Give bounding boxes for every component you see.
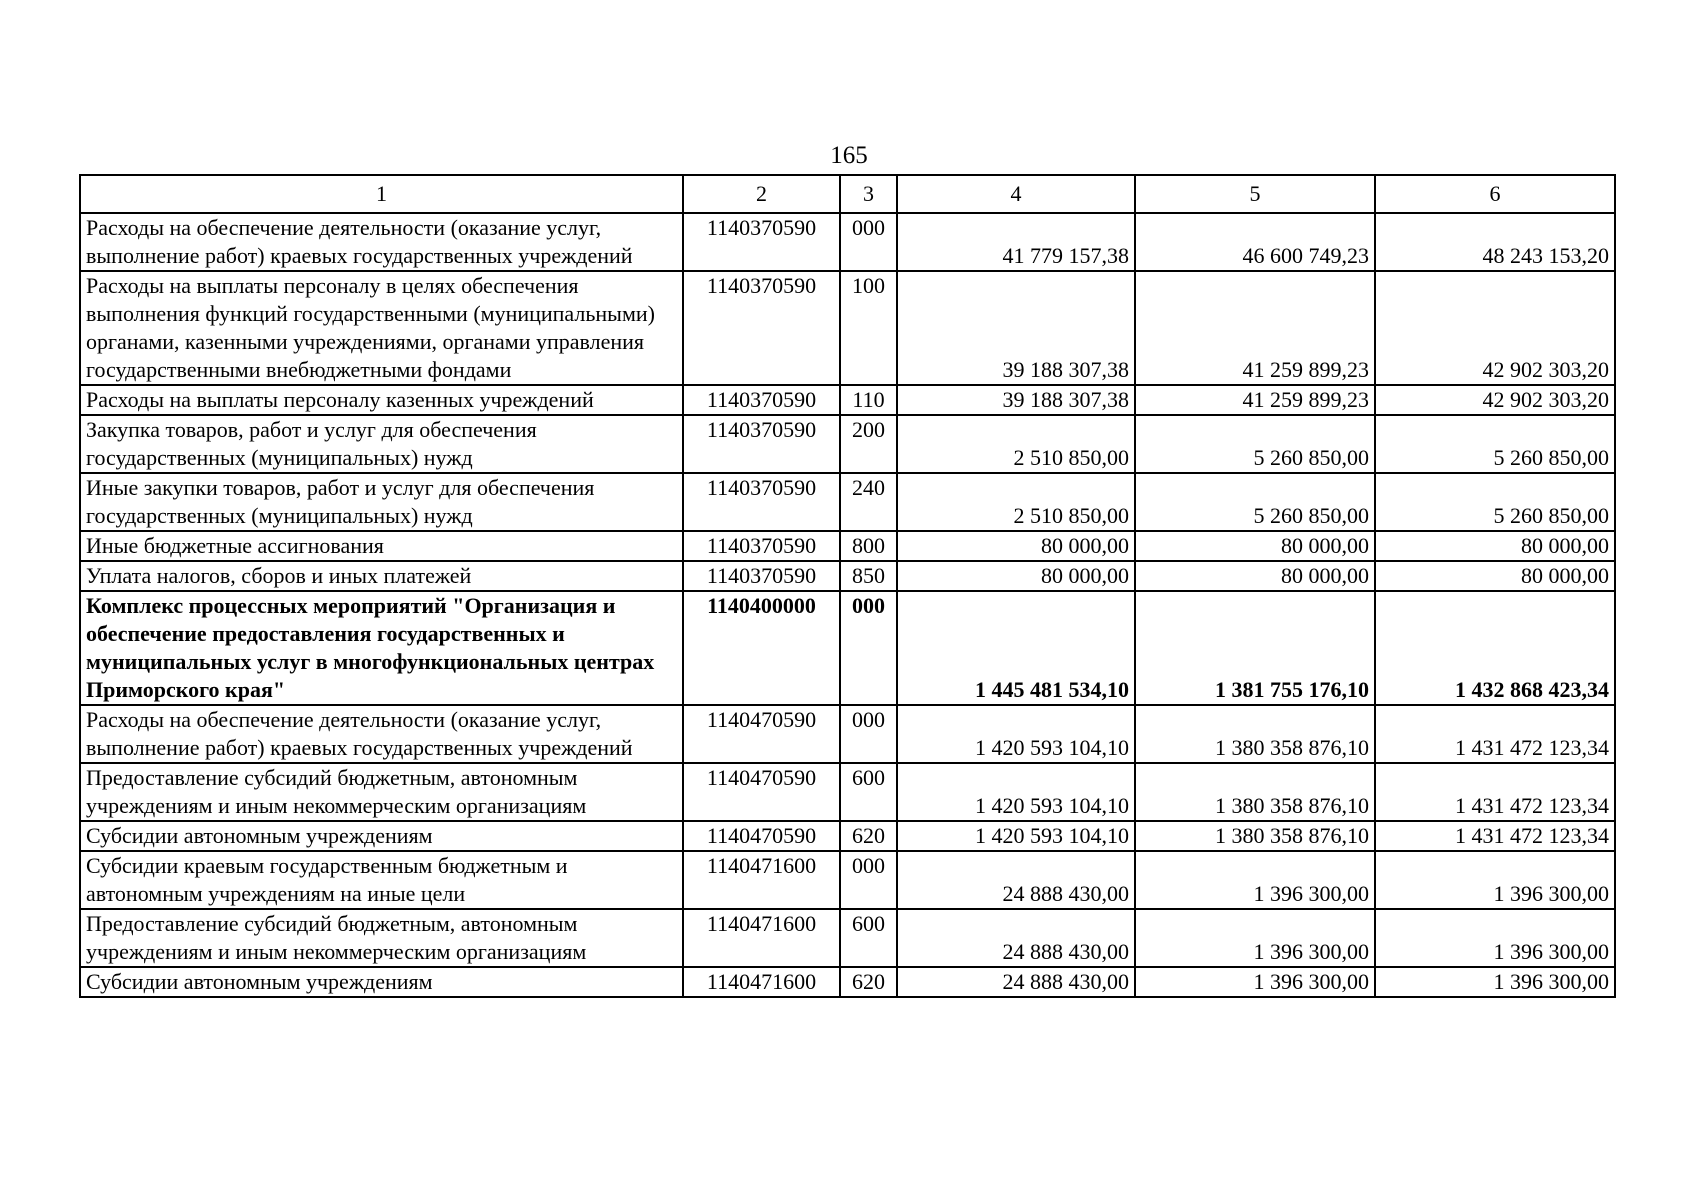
row-name: Расходы на обеспечение деятельности (оказание услуг, выполнение работ) краевых государственных учреждений [80,705,683,763]
row-value-col5: 80 000,00 [1135,531,1375,561]
row-target-code: 1140370590 [683,385,840,415]
row-value-col6: 5 260 850,00 [1375,473,1615,531]
row-name: Иные закупки товаров, работ и услуг для обеспечения государственных (муниципальных) нужд [80,473,683,531]
row-value-col5: 1 380 358 876,10 [1135,705,1375,763]
row-value-col4: 1 420 593 104,10 [897,705,1135,763]
row-expense-type: 000 [840,705,897,763]
row-value-col4: 2 510 850,00 [897,415,1135,473]
row-expense-type: 240 [840,473,897,531]
row-expense-type: 800 [840,531,897,561]
row-expense-type: 850 [840,561,897,591]
row-name: Комплекс процессных мероприятий "Организация и обеспечение предоставления государственных и муниципальных услуг в многофункциональных центрах Приморского края" [80,591,683,705]
row-name: Предоставление субсидий бюджетным, автономным учреждениям и иным некоммерческим организациям [80,909,683,967]
column-number-row [80,175,1615,213]
row-expense-type: 600 [840,909,897,967]
row-value-col4: 41 779 157,38 [897,213,1135,271]
row-value-col6: 42 902 303,20 [1375,271,1615,385]
row-name: Субсидии краевым государственным бюджетным и автономным учреждениям на иные цели [80,851,683,909]
row-expense-type: 000 [840,851,897,909]
row-value-col5: 80 000,00 [1135,561,1375,591]
column-header: 2 [683,175,840,213]
row-value-col6: 1 432 868 423,34 [1375,591,1615,705]
row-value-col5: 1 380 358 876,10 [1135,763,1375,821]
row-value-col5: 41 259 899,23 [1135,271,1375,385]
row-value-col4: 2 510 850,00 [897,473,1135,531]
row-name: Расходы на обеспечение деятельности (оказание услуг, выполнение работ) краевых государственных учреждений [80,213,683,271]
table-row [80,385,1615,415]
row-value-col6: 42 902 303,20 [1375,385,1615,415]
row-expense-type: 000 [840,591,897,705]
row-expense-type: 000 [840,213,897,271]
row-value-col6: 1 431 472 123,34 [1375,821,1615,851]
row-expense-type: 110 [840,385,897,415]
column-header: 4 [897,175,1135,213]
row-target-code: 1140470590 [683,763,840,821]
table-row [80,473,1615,531]
row-value-col6: 80 000,00 [1375,561,1615,591]
row-target-code: 1140370590 [683,271,840,385]
row-value-col6: 1 396 300,00 [1375,851,1615,909]
row-target-code: 1140370590 [683,561,840,591]
row-target-code: 1140471600 [683,909,840,967]
row-value-col6: 1 431 472 123,34 [1375,705,1615,763]
row-value-col4: 1 445 481 534,10 [897,591,1135,705]
row-value-col5: 1 396 300,00 [1135,851,1375,909]
table-row [80,909,1615,967]
row-value-col6: 5 260 850,00 [1375,415,1615,473]
row-value-col5: 1 396 300,00 [1135,909,1375,967]
table-row [80,271,1615,385]
table-row [80,763,1615,821]
budget-table [79,174,1616,998]
row-value-col4: 1 420 593 104,10 [897,763,1135,821]
table-row [80,213,1615,271]
row-target-code: 1140471600 [683,851,840,909]
row-value-col4: 39 188 307,38 [897,271,1135,385]
row-value-col5: 41 259 899,23 [1135,385,1375,415]
column-header: 5 [1135,175,1375,213]
row-value-col4: 39 188 307,38 [897,385,1135,415]
table-row [80,531,1615,561]
row-expense-type: 200 [840,415,897,473]
page-number: 165 [830,142,868,169]
row-name: Расходы на выплаты персоналу казенных учреждений [80,385,683,415]
row-name: Иные бюджетные ассигнования [80,531,683,561]
row-value-col5: 1 396 300,00 [1135,967,1375,997]
row-target-code: 1140370590 [683,473,840,531]
row-target-code: 1140470590 [683,705,840,763]
table-row [80,851,1615,909]
row-value-col5: 5 260 850,00 [1135,415,1375,473]
row-value-col5: 46 600 749,23 [1135,213,1375,271]
row-value-col6: 1 396 300,00 [1375,967,1615,997]
row-value-col6: 48 243 153,20 [1375,213,1615,271]
row-target-code: 1140400000 [683,591,840,705]
row-name: Субсидии автономным учреждениям [80,821,683,851]
row-value-col4: 24 888 430,00 [897,967,1135,997]
row-value-col5: 5 260 850,00 [1135,473,1375,531]
row-target-code: 1140470590 [683,821,840,851]
table-row [80,705,1615,763]
table-row [80,415,1615,473]
row-name: Предоставление субсидий бюджетным, автономным учреждениям и иным некоммерческим организациям [80,763,683,821]
table-row [80,967,1615,997]
row-expense-type: 100 [840,271,897,385]
row-name: Субсидии автономным учреждениям [80,967,683,997]
column-header: 1 [80,175,683,213]
row-name: Уплата налогов, сборов и иных платежей [80,561,683,591]
row-expense-type: 620 [840,821,897,851]
row-value-col4: 24 888 430,00 [897,909,1135,967]
column-header: 6 [1375,175,1615,213]
row-target-code: 1140370590 [683,213,840,271]
row-value-col4: 1 420 593 104,10 [897,821,1135,851]
row-target-code: 1140471600 [683,967,840,997]
row-target-code: 1140370590 [683,531,840,561]
row-value-col4: 80 000,00 [897,561,1135,591]
row-value-col5: 1 381 755 176,10 [1135,591,1375,705]
table-row [80,561,1615,591]
row-value-col6: 1 396 300,00 [1375,909,1615,967]
row-expense-type: 600 [840,763,897,821]
column-header: 3 [840,175,897,213]
row-value-col5: 1 380 358 876,10 [1135,821,1375,851]
table-row [80,821,1615,851]
row-name: Расходы на выплаты персоналу в целях обеспечения выполнения функций государственными (муниципальными) органами, казенными учреждениями, органами управления государственными внебюджетными фондами [80,271,683,385]
row-target-code: 1140370590 [683,415,840,473]
row-value-col4: 24 888 430,00 [897,851,1135,909]
row-value-col6: 80 000,00 [1375,531,1615,561]
row-value-col4: 80 000,00 [897,531,1135,561]
row-expense-type: 620 [840,967,897,997]
row-value-col6: 1 431 472 123,34 [1375,763,1615,821]
row-name: Закупка товаров, работ и услуг для обеспечения государственных (муниципальных) нужд [80,415,683,473]
table-row-section [80,591,1615,705]
